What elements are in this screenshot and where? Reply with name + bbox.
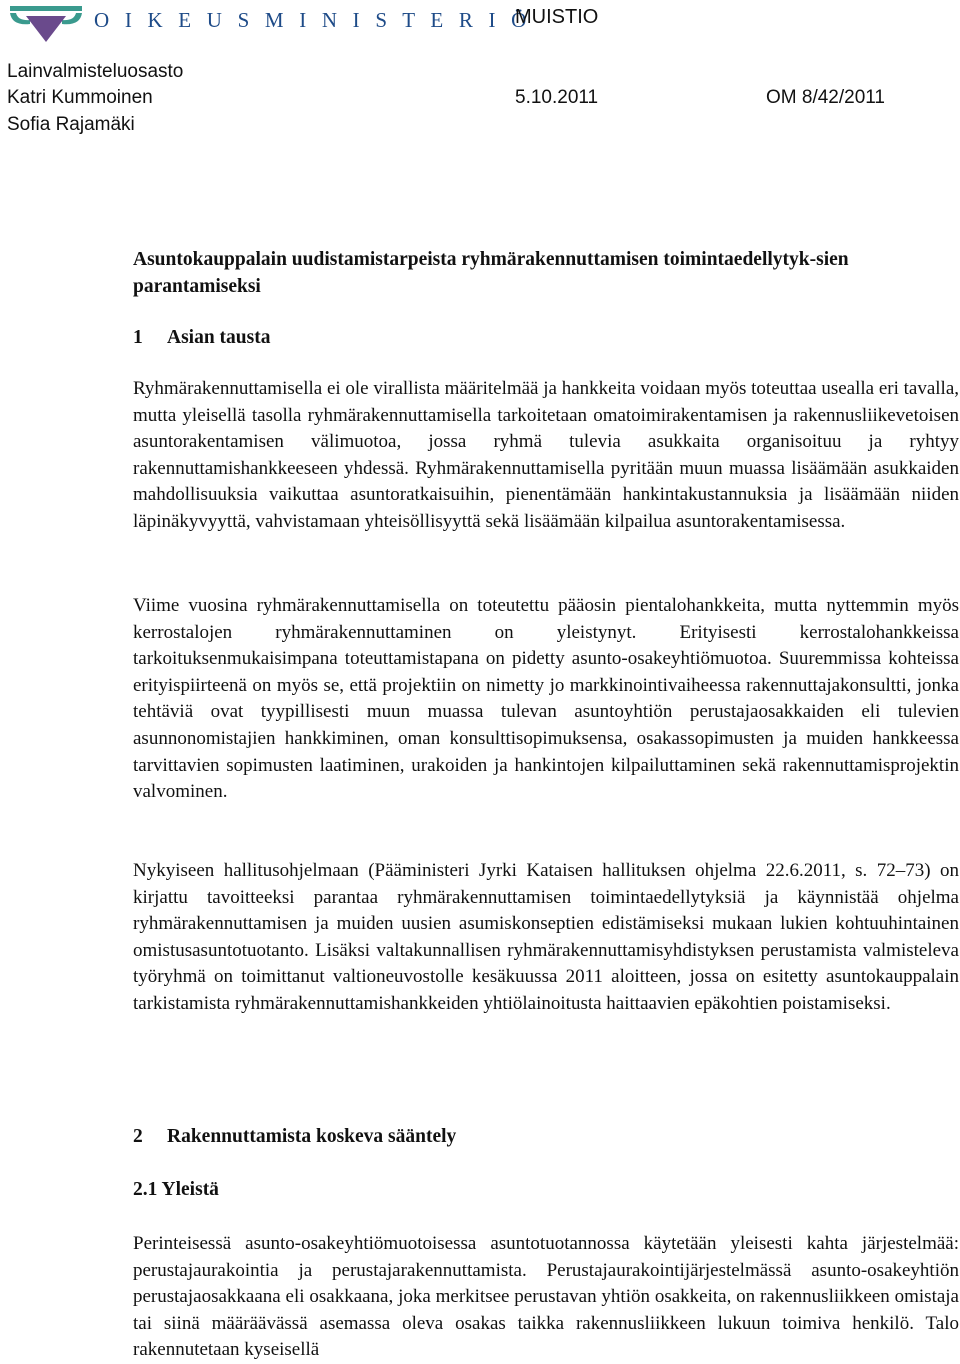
paragraph-1: Ryhmärakennuttamisella ei ole virallista määritelmää ja hankkeita voidaan myös toteuttaa usealla eri tavalla, mutta yleisellä tasolla ryhmärakennuttamisella tarkoitetaan omatoimirakentamisen ja rakennusliikevetoisen asuntorakentamisen välimuotoa, jossa ryhmä tulevia asukkaita organisoituu ja ryhtyy rakennuttamishankkeeseen yhdessä. Ryhmärakennuttamisella pyritään muun muassa lisäämään asukkaiden mahdollisuuksia vaikuttaa asuntoratkaisuihin, pienentämään hankintakustannuksia ja lisäämään niiden läpinäkyvyyttä, vahvistamaan yhteisöllisyyttä sekä lisäämään kilpailua asuntorakentamisessa. bbox=[133, 378, 959, 532]
author-1: Katri Kummoinen bbox=[7, 87, 153, 108]
paragraph-3: Nykyiseen hallitusohjelmaan (Pääministeri Jyrki Kataisen hallituksen ohjelma 22.6.2011, s. 72–73) on kirjattu tavoitteeksi parantaa ryhmärakennuttamisen toimintaedellytyksiä ja käynnistää ohjelma ryhmärakennuttamisen ja muiden uusien asumiskonseptien edistämiseksi mukaan lukien kohtuuhintainen omistusasuntotuotanto. Lisäksi valtakunnallisen ryhmärakennuttamisyhdistyksen perustamista valmisteleva työryhmä on toimittanut valtioneuvostolle kesäkuussa 2011 aloitteen, jossa on esitetty asuntokauppalain tarkistamista ryhmärakennuttamishankkeiden yhtiölainoitusta haittaavien epäkohtien poistamiseksi. bbox=[133, 860, 959, 1014]
reference-number: OM 8/42/2011 bbox=[766, 87, 886, 108]
subsection-2-1-heading: 2.1 Yleistä bbox=[133, 1179, 219, 1200]
department: Lainvalmisteluosasto bbox=[7, 61, 184, 82]
section-title: Rakennuttamista koskeva sääntely bbox=[167, 1126, 457, 1147]
ministry-logo-icon bbox=[8, 4, 84, 44]
author-2: Sofia Rajamäki bbox=[7, 114, 135, 135]
section-number: 2 bbox=[133, 1126, 143, 1147]
paragraph-4: Perinteisessä asunto-osakeyhtiömuotoisessa asuntotuotannossa käytetään yleisesti kahta järjestelmää: perustajaurakointia ja perustajarakennuttamista. Perustajaurakointijärjestelmässä asunto-osakeyhtiön perustajaosakkaana eli osakkaana, joka merkitsee perustavan yhtiön osakkeita, on rakennusliikkeen omistaja tai siinä määräävässä asemassa oleva osakas taikka rakennusliikkeen lukuun toimiva henkilö. Talo rakennutetaan kyseisellä bbox=[133, 1233, 959, 1361]
section-1-heading bbox=[133, 327, 270, 349]
ministry-name: O I K E U S M I N I S T E R I Ö bbox=[94, 8, 532, 32]
section-2-heading bbox=[133, 1126, 456, 1148]
paragraph-2: Viime vuosina ryhmärakennuttamisella on toteutettu pääosin pientalohankkeita, mutta nyttemmin myös kerrostalojen ryhmärakennuttaminen on yleistynyt. Erityisesti kerrostalohankkeissa tarkoituksenmukaisimpana toteuttamistapana on pidetty asunto-osakeyhtiömuotoa. Suuremmissa kohteissa erityispiirteenä on myös se, että projektiin on nimetty jo markkinointivaiheessa rakennuttajakonsultti, jonka tehtäviä ovat tyypillisesti muun muassa tulevan asuntoyhtiön perustajaosakkaiden eli tulevien asunnonomistajien hankkiminen, oman konsulttisopimuksensa, osakassopimusten ja muiden hankkeessa tarvittavien sopimusten laatiminen, urakoiden ja hankintojen kilpailuttaminen sekä rakennuttamisprojektin valvominen. bbox=[133, 595, 959, 803]
document-date: 5.10.2011 bbox=[515, 87, 599, 108]
document-type: MUISTIO bbox=[515, 6, 599, 28]
section-number: 1 bbox=[133, 327, 143, 348]
document-title: Asuntokauppalain uudistamistarpeista ryhmärakennuttamisen toimintaedellytyk-sien parantamiseksi bbox=[133, 249, 849, 297]
section-title: Asian tausta bbox=[167, 327, 271, 348]
